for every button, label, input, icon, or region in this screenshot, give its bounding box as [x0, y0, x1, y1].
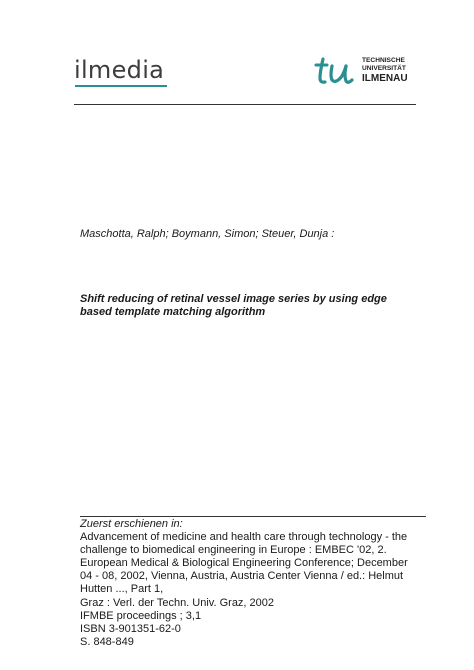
university-logo	[312, 54, 412, 90]
source-line: challenge to biomedical engineering in Europe : EMBEC '02, 2.	[80, 544, 387, 557]
university-logo-line1: TECHNISCHE	[362, 57, 405, 64]
university-logo-line3: ILMENAU	[362, 73, 408, 84]
source-label: Zuerst erschienen in:	[80, 518, 183, 530]
ilmedia-logo	[74, 56, 170, 88]
source-line: IFMBE proceedings ; 3,1	[80, 609, 202, 622]
document-title	[80, 293, 410, 319]
source-line: ISBN 3-901351-62-0	[80, 622, 181, 635]
source-line: Graz : Verl. der Techn. Univ. Graz, 2002	[80, 596, 275, 609]
header-divider	[74, 104, 416, 105]
source-line: S. 848-849	[80, 635, 134, 648]
source-line: Hutten ..., Part 1,	[80, 583, 164, 596]
ilmedia-logo-underline	[75, 85, 167, 87]
document-title-line1: Shift reducing of retinal vessel image series by using edge	[80, 293, 387, 305]
ilmedia-logo-text: ilmedia	[74, 56, 165, 84]
university-logo-text	[362, 57, 408, 84]
document-title-line2: based template matching algorithm	[80, 306, 266, 318]
authors: Maschotta, Ralph; Boymann, Simon; Steuer, Dunja :	[80, 228, 335, 240]
source-line: Advancement of medicine and health care through technology - the	[80, 531, 408, 544]
source-divider	[80, 516, 426, 517]
source-line: European Medical & Biological Engineering Conference; December	[80, 557, 408, 570]
source-line: 04 - 08, 2002, Vienna, Austria, Austria Center Vienna / ed.: Helmut	[80, 570, 404, 583]
source-block	[80, 518, 430, 649]
tu-ilmenau-mark-icon	[312, 56, 358, 86]
university-logo-line2: UNIVERSITÄT	[362, 65, 406, 72]
